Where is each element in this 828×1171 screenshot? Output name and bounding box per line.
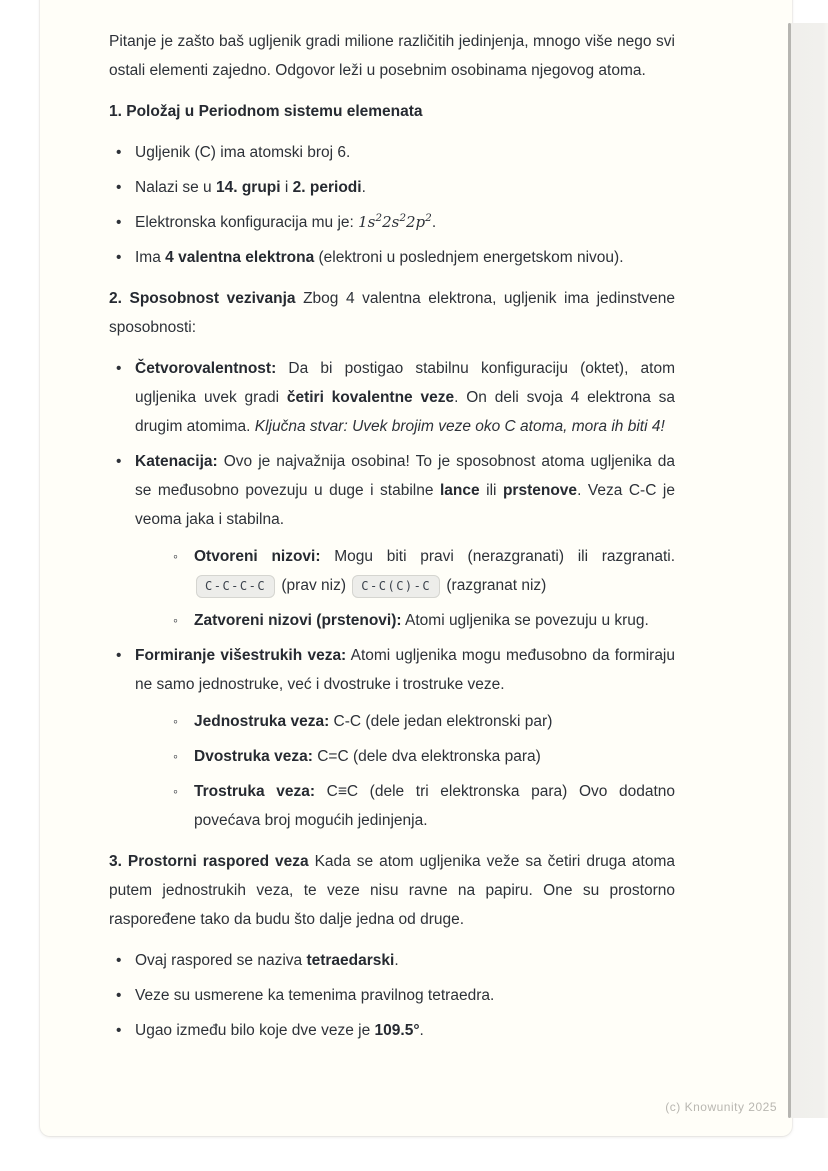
intro-text: Pitanje je zašto baš ugljenik gradi milione različitih jedinjenja, mnogo više nego svi ostali elementi zajedno. Odgovor leži u posebnim osobinama njegovog atoma. [109,33,675,79]
item-lead: Otvoreni nizovi: [194,548,321,565]
item-text: Ima [135,249,166,266]
item-text: . On deli svoja 4 elektrona sa drugim atomima. [135,389,676,435]
section-2-intro-text: Zbog 4 valentna elektrona, ugljenik ima jedinstvene sposobnosti: [109,290,675,336]
item-text: Da bi postigao stabilnu konfiguraciju (oktet), atom ugljenika uvek gradi [135,360,675,406]
item-lead: Jednostruka veza: [194,713,330,730]
item-text: Nalazi se u [135,179,216,196]
item-text: (prav niz) [277,577,351,594]
section-1-heading [109,97,675,126]
item-lead: Zatvoreni nizovi (prstenovi): [194,612,402,629]
item-text: Mogu biti pravi (nerazgranati) ili razgranati. [320,548,676,565]
veze-sub-list [168,707,675,835]
item-text: i [280,179,293,196]
electron-configuration-formula: $1s^22s^22p^2$ [358,212,432,231]
item-text: C-C (dele jedan elektronski par) [329,713,553,730]
list-item [109,243,675,272]
item-text: Atomi ugljenika mogu međusobno da formiraju ne samo jednostruke, već i dvostruke i trostruke veze. [135,647,675,693]
item-bold: 109.5° [374,1022,420,1039]
item-bold: 14. grupi [215,179,281,196]
section-3-heading-text: 3. Prostorni raspored veza [109,853,309,870]
page-edge-strip [791,23,828,1118]
item-text: Atomi ugljenika se povezuju u krug. [401,612,649,629]
item-text: ili [479,482,503,499]
sub-list-item [168,606,675,635]
list-item [109,981,675,1010]
page-content [109,0,675,1057]
section-2-paragraph [109,284,675,342]
list-item [109,208,675,237]
item-text: Ugljenik (C) ima atomski broj 6. [135,144,351,161]
item-text: Ovo je najvažnija osobina! To je sposobnost atoma ugljenika da se međusobno povezuju u duge i stabilne [135,453,675,499]
item-bold: četiri kovalentne veze [286,389,455,406]
item-text: Ugao između bilo koje dve veze je [135,1022,375,1039]
item-lead: Katenacija: [135,453,218,470]
item-bold: 2. periodi [292,179,362,196]
item-bold: prstenove [502,482,578,499]
item-text: Veze su usmerene ka temenima pravilnog tetraedra. [135,987,495,1004]
item-lead: Četvorovalentnost: [135,360,277,377]
item-lead: Dvostruka veza: [194,748,313,765]
item-text: . [431,214,437,231]
item-text: . Veza C-C je veoma jaka i stabilna. [135,482,675,528]
section-3-intro-text: Kada se atom ugljenika veže sa četiri druga atoma putem jednostrukih veza, te veze nisu ravne na papiru. One su prostorno raspoređene tako da budu što dalje jedna od druge. [109,853,676,928]
item-bold: tetraedarski [306,952,395,969]
sub-list-item [168,542,675,600]
list-item [109,354,675,441]
item-text: C=C (dele dva elektronska para) [312,748,541,765]
copyright-watermark: (c) Knowunity 2025 [665,1100,777,1114]
item-text: C≡C (dele tri elektronska para) Ovo dodatno povećava broj mogućih jedinjenja. [194,783,676,829]
sub-list-item [168,777,675,835]
section-1-list [109,138,675,272]
section-3-paragraph [109,847,675,934]
item-italic-note: Ključna stvar: Uvek brojim veze oko C atoma, mora ih biti 4! [254,418,665,435]
inline-code-chip: C-C-C-C [196,575,275,598]
list-item [109,138,675,167]
section-2-list [109,354,675,835]
item-bold: 4 valentna elektrona [165,249,315,266]
katenacija-sub-list [168,542,675,635]
list-item [109,1016,675,1045]
document-page [40,0,792,1136]
list-item [109,641,675,835]
list-item [109,946,675,975]
section-3-list [109,946,675,1045]
item-text: (razgranat niz) [442,577,547,594]
list-item [109,447,675,635]
item-text: Ovaj raspored se naziva [135,952,307,969]
sub-list-item [168,742,675,771]
item-bold: lance [439,482,480,499]
item-lead: Trostruka veza: [194,783,316,800]
section-1-heading-text: 1. Položaj u Periodnom sistemu elemenata [109,103,423,120]
item-text: (elektroni u poslednjem energetskom nivou). [314,249,624,266]
item-text: . [419,1022,424,1039]
inline-code-chip: C-C(C)-C [352,575,440,598]
item-text: . [394,952,399,969]
list-item [109,173,675,202]
sub-list-item [168,707,675,736]
section-2-heading-text: 2. Sposobnost vezivanja [109,290,296,307]
item-lead: Formiranje višestrukih veza: [135,647,347,664]
intro-paragraph [109,27,675,85]
item-text: Elektronska konfiguracija mu je: [135,214,359,231]
item-text: . [361,179,366,196]
